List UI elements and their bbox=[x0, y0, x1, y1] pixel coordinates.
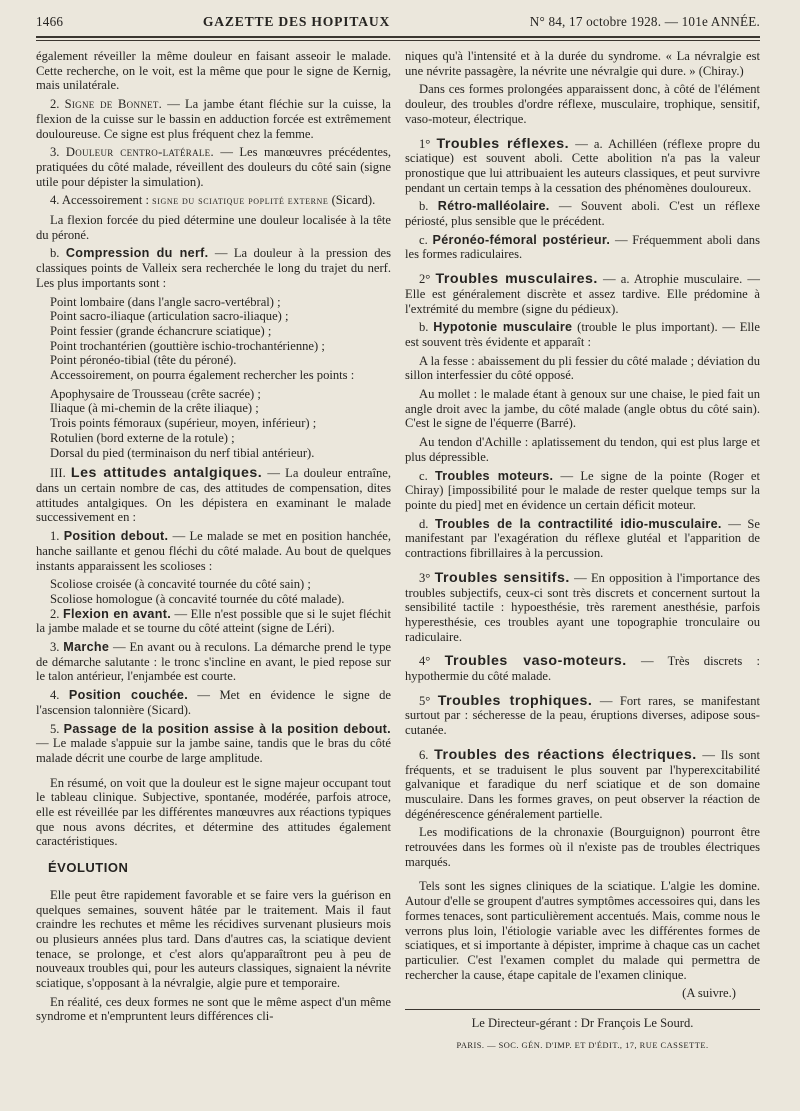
item-number: b. bbox=[419, 199, 429, 214]
footer-rule bbox=[405, 1009, 760, 1010]
paragraph-text: — En opposition à l'importance des troubles subjectifs, ceux-ci sont très discrets et concernent surtout la sensibilité tactile : hypoesthésie, très rarement anesthésie, parfois hyperesthésie, ces troubles ayant une topographie tronculaire ou radiculaire. bbox=[405, 570, 761, 644]
paragraph bbox=[36, 529, 391, 573]
item-number: 3. bbox=[50, 640, 60, 655]
list-item: Rotulien (bord externe de la rotule) ; bbox=[50, 430, 235, 445]
section-heading: Troubles trophiques. bbox=[437, 692, 593, 709]
item-number: 4° bbox=[419, 654, 431, 669]
section-heading: Troubles moteurs. bbox=[434, 468, 554, 483]
paragraph bbox=[405, 517, 760, 561]
evolution-heading: ÉVOLUTION bbox=[48, 860, 129, 876]
paragraph bbox=[405, 233, 760, 262]
paragraph bbox=[405, 571, 760, 645]
section-heading: Les attitudes antalgiques. bbox=[70, 465, 263, 482]
paragraph-text: — Très discrets : hypothermie du côté malade. bbox=[405, 654, 760, 684]
paragraph-text: — La douleur entraîne, dans un certain nombre de cas, des attitudes de compensation, dites attitudes antalgiques. On les dépistera en examinant le malade successivement en : bbox=[36, 466, 391, 525]
list-item: Point péronéo-tibial (tête du péroné). bbox=[50, 353, 237, 368]
paragraph: En résumé, on voit que la douleur est le signe majeur occupant tout le tableau clinique. Subjective, spontanée, modérée, parfois atroce, elle est réveillée par les différentes manœuvres aux réactions typiques que nous avons décrites, et détermine des attitudes également caractéristiques. bbox=[36, 775, 391, 849]
paragraph bbox=[36, 97, 391, 141]
valleix-points-list bbox=[36, 295, 391, 369]
section-heading: Troubles de la contractilité idio-musculaire. bbox=[435, 516, 722, 531]
paragraph bbox=[36, 145, 391, 189]
section-heading: Troubles réflexes. bbox=[436, 135, 570, 152]
paragraph bbox=[36, 640, 391, 684]
item-number: 2° bbox=[419, 272, 431, 287]
paragraph: La flexion forcée du pied détermine une douleur localisée à la tête du péroné. bbox=[36, 213, 391, 242]
section-heading: Position couchée. bbox=[68, 688, 189, 703]
item-number: 2. bbox=[50, 606, 60, 621]
item-number: 1° bbox=[419, 136, 431, 151]
paragraph bbox=[36, 246, 391, 290]
item-number: 2. bbox=[50, 97, 60, 112]
paragraph bbox=[405, 694, 760, 738]
left-column bbox=[36, 49, 391, 1053]
section-heading: Péronéo-fémoral postérieur. bbox=[432, 232, 611, 247]
section-heading: Position debout. bbox=[63, 529, 169, 544]
paragraph-text: — La jambe étant fléchie sur la cuisse, la flexion de la cuisse sur le bassin en adduction forcée est extrêmement douloureuse. Ce signe est plus fréquent chez la femme. bbox=[36, 97, 391, 141]
paragraph-text: — Met en évidence le signe de l'ascension talonnière (Sicard). bbox=[36, 688, 391, 717]
paragraph bbox=[405, 469, 760, 513]
section-heading: Marche bbox=[63, 640, 110, 655]
item-number: 3. bbox=[50, 145, 60, 160]
section-heading: Passage de la position assise à la position debout. bbox=[63, 721, 391, 736]
section-heading: signe du sciatique poplité externe bbox=[152, 195, 329, 208]
issue-info: N° 84, 17 octobre 1928. — 101e ANNÉE. bbox=[529, 14, 760, 29]
section-heading: Signe de Bonnet. bbox=[64, 97, 163, 112]
list-item: Dorsal du pied (terminaison du nerf tibial antérieur). bbox=[50, 445, 315, 460]
paragraph-text: — Fréquemment aboli dans les formes radiculaires. bbox=[405, 232, 761, 262]
list-item: Apophysaire de Trousseau (crête sacrée) ; bbox=[50, 386, 261, 401]
paragraph bbox=[36, 688, 391, 717]
paragraph-text: — Ils sont fréquents, et se traduisent le plus souvent par l'hyperexcitabilité galvanique et faradique du nerf sciatique et de son domaine musculaire. Dans les formes graves, on peut observer la réaction de dégénérescence généralement partielle. bbox=[405, 747, 760, 821]
paragraph: Dans ces formes prolongées apparaissent donc, à côté de l'élément douleur, des troubles d'ordre réflexe, musculaire, trophique, sensitif, vaso-moteur, électrique. bbox=[405, 82, 760, 126]
paragraph bbox=[36, 722, 391, 766]
page-number: 1466 bbox=[36, 14, 64, 29]
paragraph-text: (Sicard). bbox=[328, 193, 376, 208]
section-heading: Rétro-malléolaire. bbox=[437, 199, 550, 214]
paragraph-text: (trouble le plus important). — Elle est souvent très évidente et apparaît : bbox=[405, 320, 760, 349]
list-item: Scoliose croisée (à concavité tournée du côté sain) ; bbox=[50, 577, 311, 592]
paragraph bbox=[405, 272, 760, 316]
paragraph: Au mollet : le malade étant à genoux sur une chaise, le pied fait un angle droit avec la jambe, du côté malade (angle obtus du côté sain). C'est le signe de l'équerre (Barré). bbox=[405, 387, 760, 431]
paragraph bbox=[405, 654, 760, 683]
paragraph bbox=[405, 320, 760, 349]
paragraph-text: — a. Atrophie musculaire. — Elle est généralement discrète et assez tardive. Elle prédomine à l'extrémité du membre (signe du pédieux). bbox=[405, 272, 760, 316]
paragraph bbox=[36, 607, 391, 636]
paragraph: En réalité, ces deux formes ne sont que le même aspect d'un même syndrome et n'empruntent leurs différences cli- bbox=[36, 994, 391, 1024]
paragraph: Les modifications de la chronaxie (Bourguignon) pourront être retrouvées dans les formes où il n'existe pas de troubles électriques marqués. bbox=[405, 825, 760, 869]
accessory-points-list bbox=[36, 387, 391, 461]
item-number: III. bbox=[50, 466, 66, 481]
paragraph-text: — Le malade s'appuie sur la jambe saine, tandis que le bras du côté malade décrit une courbe de large amplitude. bbox=[36, 736, 391, 765]
list-item: Point sacro-iliaque (articulation sacro-iliaque) ; bbox=[50, 309, 289, 324]
item-number: b. bbox=[50, 246, 60, 261]
paragraph-text: — Elle n'est possible que si le sujet fléchit la jambe malade et se tourne du côté atteint (signe de Léri). bbox=[36, 606, 392, 636]
section-heading: Troubles des réactions électriques. bbox=[434, 746, 697, 763]
page-header bbox=[36, 14, 760, 30]
section-heading: Douleur centro-latérale. bbox=[65, 145, 214, 160]
paragraph: A la fesse : abaissement du pli fessier du côté malade ; déviation du sillon interfessier du côté opposé. bbox=[405, 353, 760, 383]
list-item: Scoliose homologue (à concavité tournée du côté malade). bbox=[50, 591, 345, 606]
item-number: 4. bbox=[50, 688, 60, 703]
paragraph: niques qu'à l'intensité et à la durée du syndrome. « La névralgie est une névrite passagère, la névrite une névralgie qui dure. » (Chiray.) bbox=[405, 49, 760, 78]
item-number: 1. bbox=[50, 529, 60, 544]
section-heading: Compression du nerf. bbox=[65, 246, 209, 261]
section-heading: Hypotonie musculaire bbox=[433, 320, 573, 335]
paragraph-text: — Se manifestant par l'exagération du réflexe glutéal et l'apparition de contractions fibrillaires à la percussion. bbox=[405, 516, 760, 561]
item-number: 5° bbox=[419, 693, 431, 708]
paragraph-text: — a. Achilléen (réflexe propre du sciatique) est souvent aboli. Cette abolition n'a pas la valeur pronostique que lui attribuaient les auteurs classiques, et peut survivre pendant un certain temps à la cessation des phénomènes douloureux. bbox=[405, 136, 760, 195]
paragraph bbox=[405, 748, 760, 822]
paragraph-text: — Le signe de la pointe (Roger et Chiray) [impossibilité pour le malade de rester quelque temps sur la pointe du pied] met en évidence un certain déficit moteur. bbox=[405, 468, 760, 512]
section-heading: Troubles sensitifs. bbox=[434, 569, 570, 586]
text-columns bbox=[36, 49, 760, 1053]
item-number: 4. Accessoirement : bbox=[50, 193, 149, 208]
scolioses-list bbox=[36, 577, 391, 606]
item-number: 5. bbox=[50, 721, 60, 736]
to-be-continued: (A suivre.) bbox=[682, 986, 736, 1001]
item-number: c. bbox=[419, 232, 428, 247]
header-rule bbox=[36, 36, 760, 41]
list-item: Point lombaire (dans l'angle sacro-vertébral) ; bbox=[50, 294, 281, 309]
paragraph-text: — Fort rares, se manifestant surtout par : sécheresse de la peau, éruptions diverses, adipose sous-cutanée. bbox=[405, 693, 761, 738]
director-line: Le Directeur-gérant : Dr François Le Sourd. bbox=[471, 1016, 694, 1031]
item-number: b. bbox=[419, 320, 429, 335]
paragraph bbox=[36, 193, 391, 209]
item-number: d. bbox=[419, 516, 429, 531]
list-item: Point trochantérien (gouttière ischio-trochantérienne) ; bbox=[50, 338, 325, 353]
paragraph-text: — La douleur à la pression des classiques points de Valleix sera recherchée le long du trajet du nerf. Les plus importants sont : bbox=[36, 246, 391, 290]
item-number: 6. bbox=[419, 747, 429, 762]
paragraph-text: — Les manœuvres précédentes, pratiquées du côté malade, réveillent des douleurs du côté sain (signe utile pour dépister la simulation). bbox=[36, 145, 391, 189]
section-heading: Troubles vaso-moteurs. bbox=[444, 653, 627, 670]
journal-title: GAZETTE DES HOPITAUX bbox=[202, 14, 391, 29]
paragraph bbox=[405, 137, 760, 196]
paragraph: Elle peut être rapidement favorable et se faire vers la guérison en quelques semaines, souvent hâtée par le traitement. Mais il faut craindre les rechutes et même les récidives survenant plusieurs mois ou plusieurs années plus tard. Dans d'autres cas, la sciatique devient tenace, se prolonge, et c'est alors qu'apparaîtront peu à peu de nouveaux troubles qui, pour les auteurs classiques, signaient la névrite sciatique, s'opposant à la névralgie, algie pure et temporaire. bbox=[36, 887, 391, 991]
paragraph-text: — Souvent aboli. C'est un réflexe périosté, plus sensible que le précédent. bbox=[405, 199, 760, 229]
paragraph-text: — Le malade se met en position hanchée, hanche saillante et genou fléchi du côté malade. Au bout de quelques instants apparaissent les scolioses : bbox=[36, 529, 391, 573]
right-column bbox=[405, 49, 760, 1053]
paragraph-text: — En avant ou à reculons. La démarche prend le type de démarche salutante : le tronc s'incline en avant, le pied repose sur le talon antérieur, l'enjambée est courte. bbox=[36, 640, 391, 684]
item-number: c. bbox=[419, 468, 428, 483]
list-item: Iliaque (à mi-chemin de la crête iliaque) ; bbox=[50, 401, 259, 416]
section-heading: Flexion en avant. bbox=[62, 606, 172, 621]
paragraph: également réveiller la même douleur en faisant asseoir le malade. Cette recherche, on le voit, est la même que pour le signe de Kernig, mais unilatérale. bbox=[36, 49, 391, 93]
paragraph bbox=[36, 466, 391, 525]
paragraph: Accessoirement, on pourra également rechercher les points : bbox=[50, 368, 355, 383]
printer-line: PARIS. — SOC. GÉN. D'IMP. ET D'ÉDIT., 17, RUE CASSETTE. bbox=[456, 1040, 709, 1050]
paragraph: Tels sont les signes cliniques de la sciatique. L'algie les domine. Autour d'elle se groupent d'autres symptômes accessoires qui, dans les formes tenaces, sont particulièrement accentués. Mais, comme nous le verrons plus loin, l'étiologie variable avec les différentes formes de sciatiques, et si importante à dépister, imprime à chaque cas un cachet particulier. C'est l'examen complet du malade qui permettra de rechercher la cause, étape capitale de l'examen clinique. bbox=[405, 879, 760, 982]
paragraph: Au tendon d'Achille : aplatissement du tendon, qui est plus large et plus dépressible. bbox=[405, 435, 760, 464]
section-heading: Troubles musculaires. bbox=[435, 271, 598, 288]
list-item: Trois points fémoraux (supérieur, moyen, inférieur) ; bbox=[50, 416, 317, 431]
paragraph bbox=[405, 199, 760, 228]
item-number: 3° bbox=[419, 570, 431, 585]
list-item: Point fessier (grande échancrure sciatique) ; bbox=[50, 323, 272, 338]
